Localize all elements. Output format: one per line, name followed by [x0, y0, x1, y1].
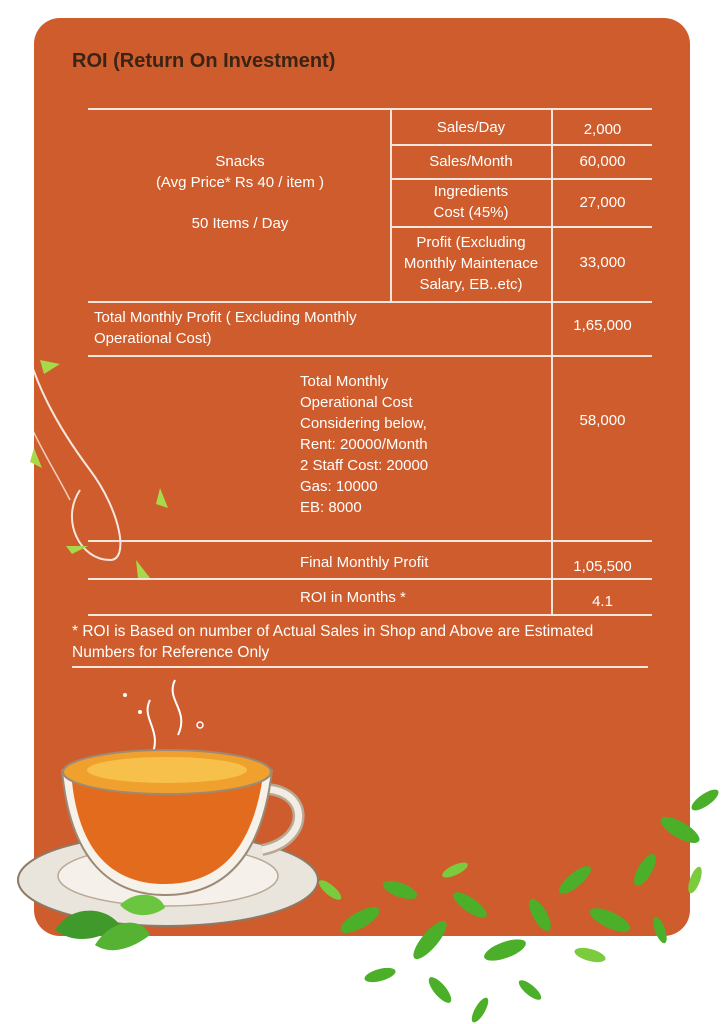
note-line2: Numbers for Reference Only: [72, 644, 270, 661]
page-title: ROI (Return On Investment): [72, 50, 336, 72]
final-profit-value: 1,05,500: [573, 558, 632, 575]
op-cost-line3: Considering below,: [300, 415, 427, 432]
final-profit-label: Final Monthly Profit: [300, 554, 429, 571]
op-cost-value: 58,000: [579, 412, 626, 429]
snacks-price: (Avg Price* Rs 40 / item ): [155, 174, 325, 191]
sales-month-label: Sales/Month: [429, 153, 513, 170]
snacks-items: 50 Items / Day: [191, 215, 289, 232]
op-cost-line4: Rent: 20000/Month: [300, 436, 428, 453]
op-cost-line1: Total Monthly: [300, 373, 389, 390]
profit-label-line3: Salary, EB..etc): [419, 276, 523, 293]
roi-label: ROI in Months *: [300, 589, 406, 606]
ingredients-label-line1: Ingredients: [433, 183, 509, 200]
snacks-label: Snacks: [215, 153, 265, 170]
note-line1: * ROI is Based on number of Actual Sales in Shop and Above are Estimated: [72, 623, 594, 640]
sales-month-value: 60,000: [579, 153, 626, 170]
sales-day-label: Sales/Day: [436, 119, 506, 136]
op-cost-line6: Gas: 10000: [300, 478, 378, 495]
roi-value: 4.1: [592, 593, 613, 610]
profit-label-line2: Monthly Maintenace: [403, 255, 539, 272]
total-profit-label-line2: Operational Cost): [94, 330, 212, 347]
op-cost-line7: EB: 8000: [300, 499, 362, 516]
op-cost-line2: Operational Cost: [300, 394, 413, 411]
profit-label-line1: Profit (Excluding: [416, 234, 526, 251]
sales-day-value: 2,000: [583, 121, 622, 138]
total-profit-value: 1,65,000: [573, 317, 632, 334]
op-cost-line5: 2 Staff Cost: 20000: [300, 457, 429, 474]
ingredients-label-line2: Cost (45%): [433, 204, 509, 221]
profit-value: 33,000: [579, 254, 626, 271]
ingredients-value: 27,000: [579, 194, 626, 211]
total-profit-label-line1: Total Monthly Profit ( Excluding Monthly: [94, 309, 357, 326]
